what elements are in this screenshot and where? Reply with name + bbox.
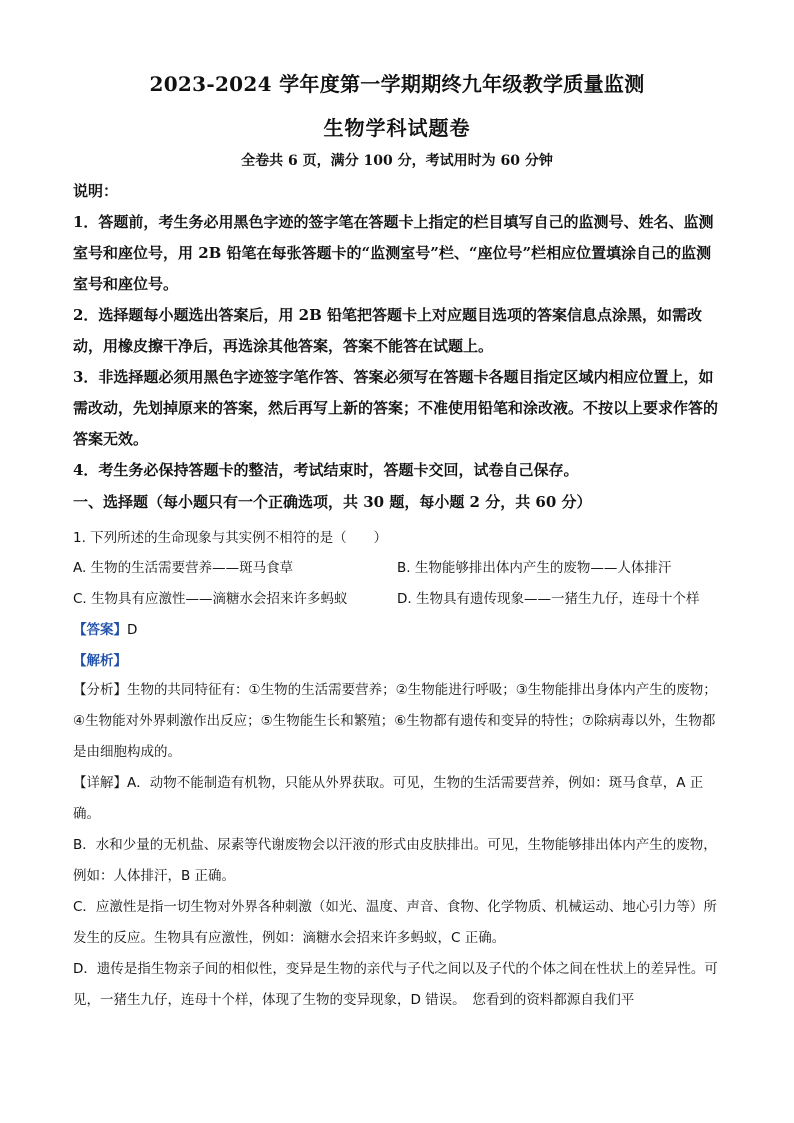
instruction-item-1: 1．答题前，考生务必用黑色字迹的签字笔在答题卡上指定的栏目填写自己的监测号、姓名、监测室号和座位号，用 2B 铅笔在每张答题卡的“监测室号”栏、“座位号”栏相应位置填涂自己的监测室号和座位号。	[73, 213, 714, 293]
instructions	[73, 176, 723, 486]
detail-c: C．应激性是指一切生物对外界各种刺激（如光、温度、声音、食物、化学物质、机械运动、地心引力等）所发生的反应。生物具有应激性，例如：滴糖水会招来许多蚂蚁，C 正确。	[73, 899, 717, 946]
exam-title: 2023-2024 学年度第一学期期终九年级教学质量监测	[149, 72, 645, 96]
option-b: B. 生物能够排出体内产生的废物——人体排汗	[397, 560, 672, 576]
instruction-item-4: 4．考生务必保持答题卡的整洁，考试结束时，答题卡交回，试卷自己保存。	[73, 461, 579, 479]
answer-tag: 【答案】	[73, 622, 127, 638]
option-c: C. 生物具有应激性——滴糖水会招来许多蚂蚁	[73, 591, 348, 607]
answer-value: D	[127, 622, 138, 638]
subject-title: 生物学科试题卷	[323, 116, 471, 140]
answer-line	[73, 618, 723, 638]
section-heading: 一、选择题（每小题只有一个正确选项，共 30 题，每小题 2 分，共 60 分）	[73, 493, 592, 511]
detail-b: B．水和少量的无机盐、尿素等代谢废物会以汗液的形式由皮肤排出。可见，生物能够排出体内产生的废物，例如：人体排汗，B 正确。	[73, 837, 717, 884]
analysis-tag: 【解析】	[73, 653, 127, 669]
instruction-item-2: 2．选择题每小题选出答案后，用 2B 铅笔把答题卡上对应题目选项的答案信息点涂黑，如需改动，用橡皮擦干净后，再选涂其他答案，答案不能答在试题上。	[73, 306, 703, 355]
detail-a: 【详解】A．动物不能制造有机物，只能从外界获取。可见，生物的生活需要营养，例如：斑马食草，A 正确。	[73, 775, 704, 822]
option-d: D. 生物具有遗传现象——一猪生九仔，连母十个样	[397, 591, 700, 607]
option-a: A. 生物的生活需要营养——斑马食草	[73, 560, 294, 576]
analysis-body	[73, 675, 723, 1016]
exam-info: 全卷共 6 页，满分 100 分，考试用时为 60 分钟	[241, 153, 553, 169]
detail-d: D．遗传是指生物亲子间的相似性，变异是生物的亲代与子代之间以及子代的个体之间在性状上的差异性。可见，一猪生九仔，连母十个样，体现了生物的变异现象，D 错误。 您看到的资料都源自我们平	[73, 961, 718, 1008]
instructions-heading: 说明：	[73, 182, 119, 200]
options-row-1	[73, 556, 723, 578]
instruction-item-3: 3．非选择题必须用黑色字迹签字笔作答、答案必须写在答题卡各题目指定区域内相应位置上，如需改动，先划掉原来的答案，然后再写上新的答案；不准使用铅笔和涂改液。不按以上要求作答的答案无效。	[73, 368, 719, 448]
options-row-2	[73, 587, 723, 609]
question-stem: 1. 下列所述的生命现象与其实例不相符的是（ ）	[73, 530, 388, 546]
analysis-fenxi: 【分析】生物的共同特征有：①生物的生活需要营养；②生物能进行呼吸；③生物能排出身体内产生的废物；④生物能对外界刺激作出反应；⑤生物能生长和繁殖；⑥生物都有遗传和变异的特性；⑦除病毒以外，生物都是由细胞构成的。	[73, 682, 717, 760]
analysis-line	[73, 649, 723, 669]
